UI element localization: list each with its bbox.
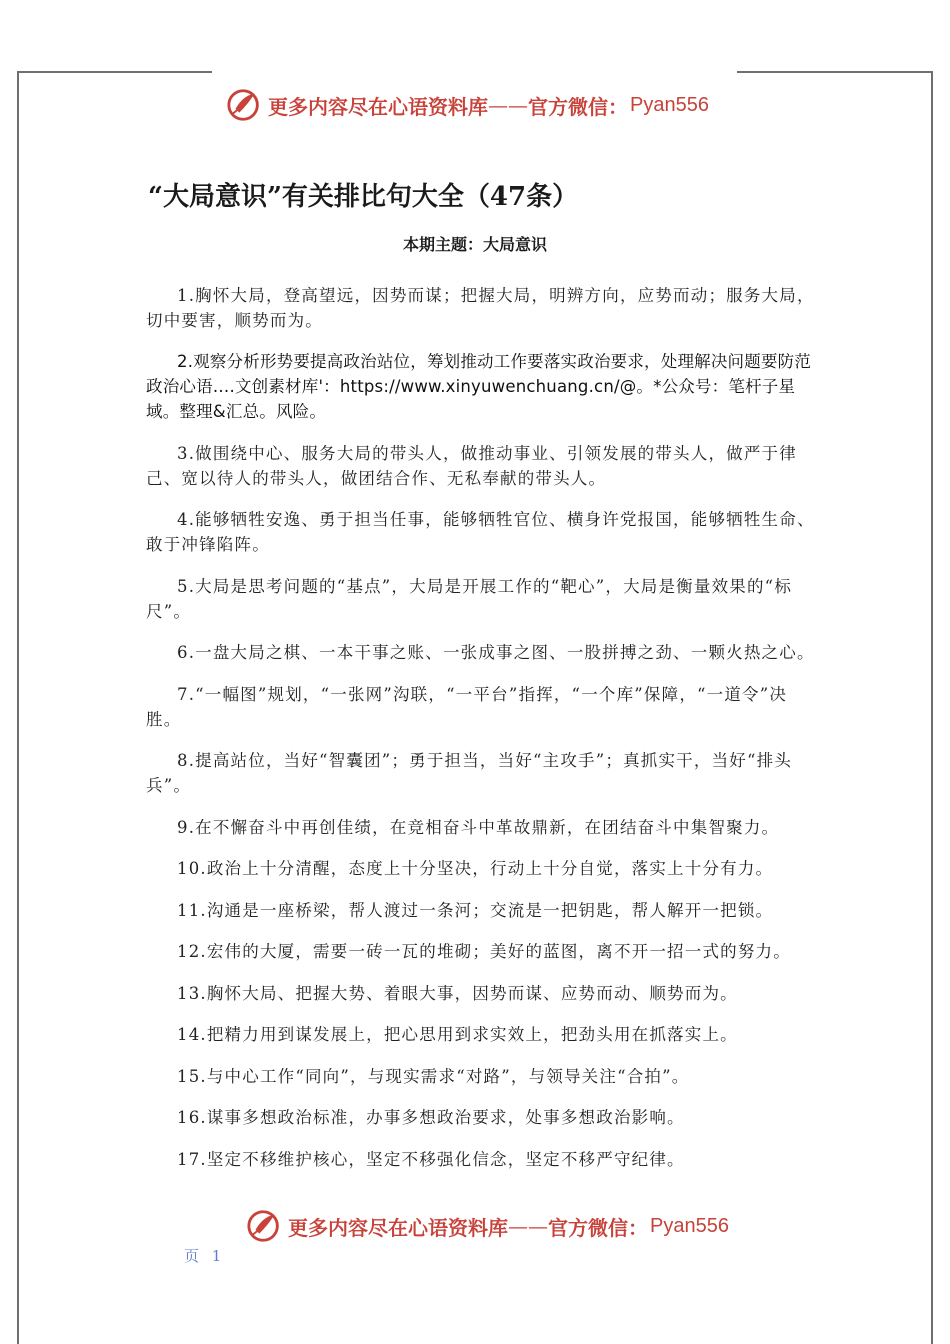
banner-dash: —— <box>488 93 528 117</box>
list-item: 13.胸怀大局、把握大势、着眼大事，因势而谋、应势而动、顺势而为。 <box>177 983 738 1003</box>
page-border-top-left <box>17 71 212 73</box>
list-item: 6.一盘大局之棋、一本干事之账、一张成事之图、一股拼搏之劲、一颗火热之心。 <box>177 643 815 662</box>
page-number: 页 1 <box>184 1247 226 1265</box>
list-item: 12.宏伟的大厦，需要一砖一瓦的堆砌；美好的蓝图，离不开一招一式的努力。 <box>177 942 791 961</box>
header-banner <box>226 86 709 124</box>
list-item: 1.胸怀大局，登高望远，因势而谋；把握大局，明辨方向，应势而动；服务大局，切中要害，顺势而为。 <box>146 285 815 330</box>
banner-wechat-id: Pyan556 <box>630 93 709 116</box>
sentence-list <box>146 266 818 1184</box>
list-item: 8.提高站位，当好“智囊团”；勇于担当，当好“主攻手”；真抓实干，当好“排头兵”。 <box>146 751 793 795</box>
footer-banner <box>246 1207 729 1245</box>
list-item: 5.大局是思考问题的“基点”，大局是开展工作的“靶心”，大局是衡量效果的“标尺”。 <box>146 576 793 621</box>
page-border-left <box>17 71 19 1344</box>
list-item: 11.沟通是一座桥梁，帮人渡过一条河；交流是一把钥匙，帮人解开一把锁。 <box>177 900 774 920</box>
list-item: 7.“一幅图”规划，“一张网”沟联，“一平台”指挥，“一个库”保障，“一道令”决胜。 <box>146 684 788 729</box>
list-item: 4.能够牺牲安逸、勇于担当任事，能够牺牲官位、横身许党报国，能够牺牲生命、敢于冲锋陷阵。 <box>146 510 815 554</box>
banner-main-text: 更多内容尽在心语资料库 <box>268 94 488 119</box>
list-item: 16.谋事多想政治标准，办事多想政治要求，处事多想政治影响。 <box>177 1108 685 1127</box>
banner-dash: —— <box>508 1214 548 1238</box>
page-border-right <box>931 71 933 1344</box>
list-item: 15.与中心工作“同向”，与现实需求“对路”，与领导关注“合拍”。 <box>177 1066 690 1086</box>
list-item: 10.政治上十分清醒，态度上十分坚决，行动上十分自觉，落实上十分有力。 <box>177 859 774 878</box>
list-item: 9.在不懈奋斗中再创佳绩，在竞相奋斗中革故鼎新，在团结奋斗中集智聚力。 <box>177 817 780 837</box>
document-subtitle: 本期主题：大局意识 <box>402 235 547 254</box>
list-item: 14.把精力用到谋发展上，把心思用到求实效上，把劲头用在抓落实上。 <box>177 1025 738 1044</box>
banner-wechat-id: Pyan556 <box>650 1214 729 1237</box>
logo-icon <box>246 1207 284 1245</box>
page-border-top-right <box>737 71 933 73</box>
logo-icon <box>226 86 264 124</box>
document-title: “大局意识”有关排比句大全（47条） <box>148 182 579 212</box>
list-item: 17.坚定不移维护核心，坚定不移强化信念，坚定不移严守纪律。 <box>177 1149 685 1169</box>
list-item: 2.观察分析形势要提高政治站位，筹划推动工作要落实政治要求，处理解决问题要防范政治心语….文创素材库'：https://www.xinyuwenchuang.cn/@。*公众号：笔杆子星域。整理&汇总。风险。 <box>146 352 812 421</box>
banner-main-text: 更多内容尽在心语资料库 <box>288 1215 508 1240</box>
list-item: 3.做围绕中心、服务大局的带头人，做推动事业、引领发展的带头人，做严于律己、宽以待人的带头人，做团结合作、无私奉献的带头人。 <box>146 443 797 488</box>
banner-sub-text: 官方微信： <box>528 94 628 119</box>
banner-sub-text: 官方微信： <box>548 1215 648 1240</box>
